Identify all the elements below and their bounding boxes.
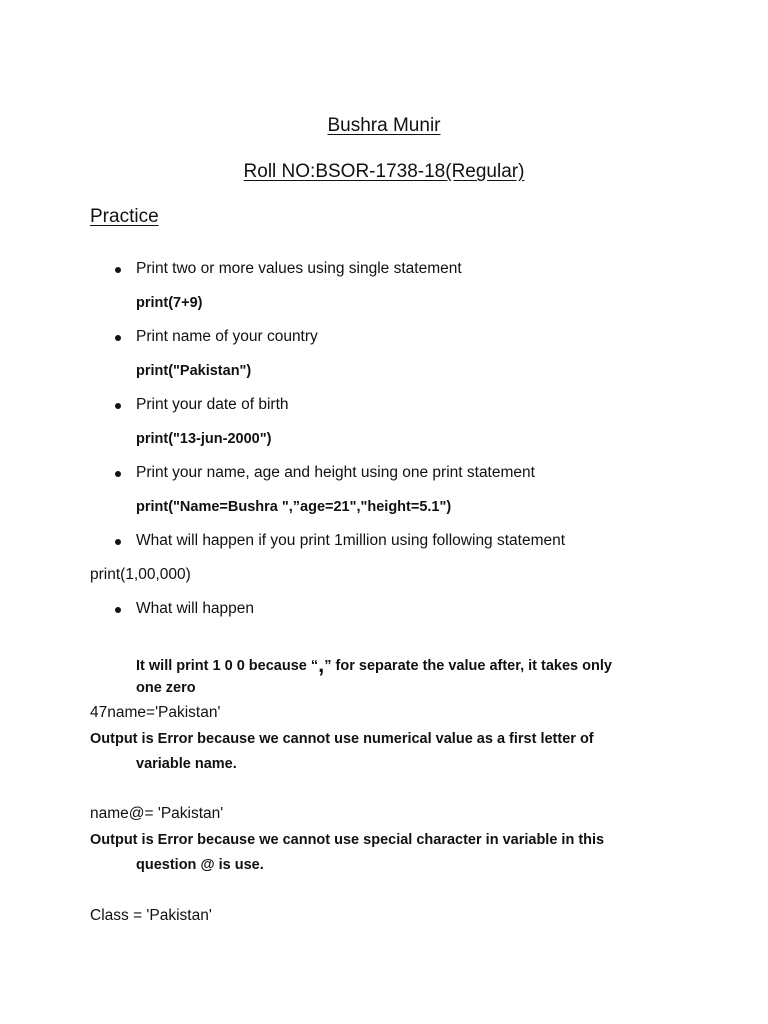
answer-after: ” for separate the value after, it takes only xyxy=(324,658,612,674)
list-item-label: Print your date of birth xyxy=(136,396,289,413)
list-item-label: Print your name, age and height using one print statement xyxy=(136,464,535,481)
list-item-label: What will happen if you print 1million using following statement xyxy=(136,532,566,549)
million-code: print(1,00,000) xyxy=(90,566,191,583)
example-code: name@= 'Pakistan' xyxy=(90,805,224,822)
class-code: Class = 'Pakistan' xyxy=(90,907,212,924)
code-line: print("13-jun-2000") xyxy=(136,431,272,447)
bullet-icon xyxy=(115,471,121,477)
answer-line xyxy=(136,650,612,676)
bullet-icon xyxy=(115,335,121,341)
example-output: Output is Error because we cannot use special character in variable in this xyxy=(90,832,605,848)
example-output: Output is Error because we cannot use numerical value as a first letter of xyxy=(90,731,594,747)
code-line: print("Name=Bushra ",”age=21","height=5.1") xyxy=(136,499,452,515)
code-line: print(7+9) xyxy=(136,295,203,311)
bullet-icon xyxy=(115,607,121,613)
section-title: Practice xyxy=(90,206,159,227)
example-output-cont: question @ is use. xyxy=(136,857,264,873)
answer-comma: , xyxy=(318,652,325,677)
bullet-icon xyxy=(115,403,121,409)
example-code: 47name='Pakistan' xyxy=(90,704,221,721)
code-line: print("Pakistan") xyxy=(136,363,252,379)
list-item-label: Print name of your country xyxy=(136,328,318,345)
bullet-icon xyxy=(115,267,121,273)
answer-line-2: one zero xyxy=(136,680,196,696)
bullet-icon xyxy=(115,539,121,545)
answer-before: It will print 1 0 0 because “ xyxy=(136,658,319,674)
list-item-label: Print two or more values using single statement xyxy=(136,260,462,277)
roll-number: Roll NO:BSOR-1738-18(Regular) xyxy=(243,161,525,182)
example-output-cont: variable name. xyxy=(136,756,237,772)
author-name: Bushra Munir xyxy=(327,115,441,136)
list-item-label: What will happen xyxy=(136,600,255,617)
